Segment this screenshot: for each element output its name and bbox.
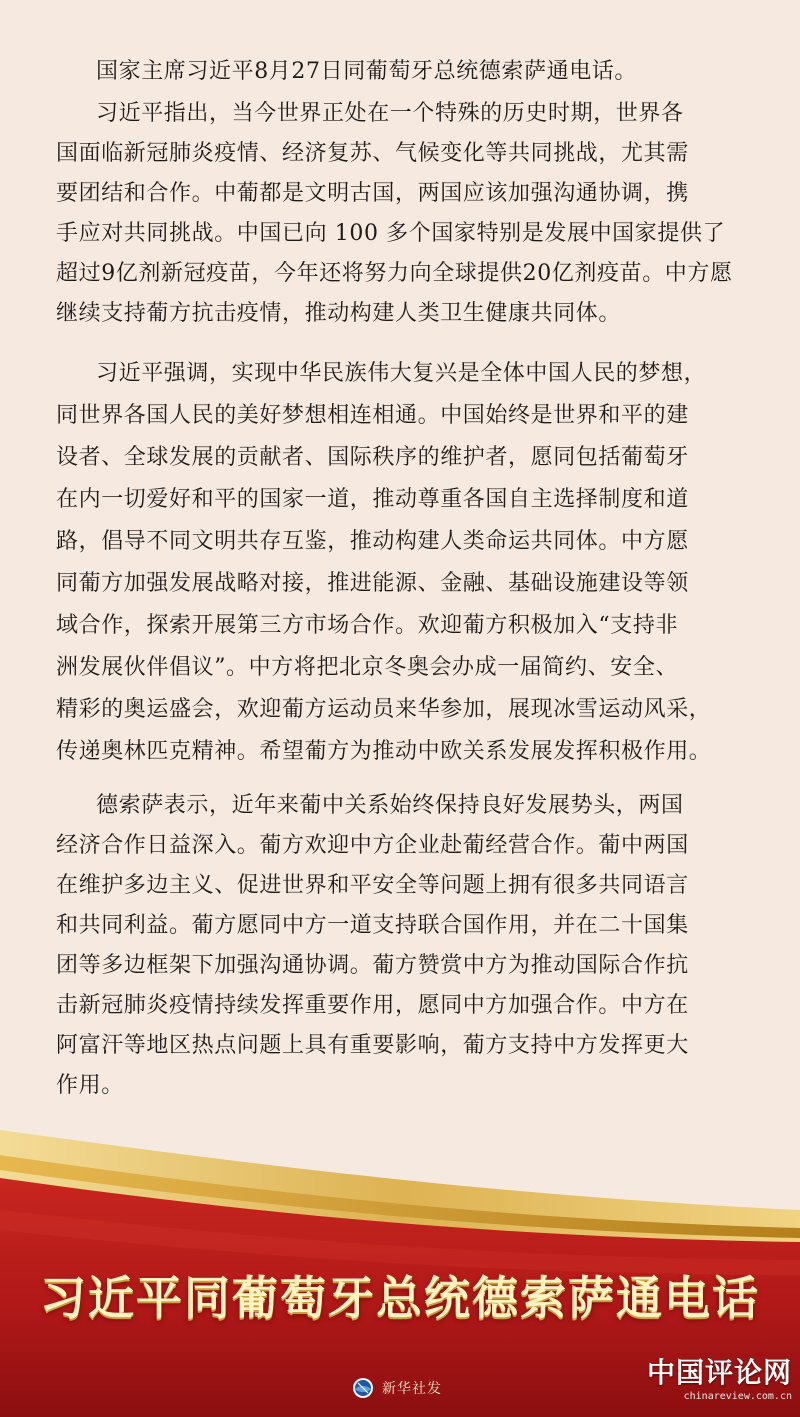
source-label: 新华社发 — [382, 1381, 442, 1397]
paragraph-line: 国家主席习近平8月27日同葡萄牙总统德索萨通电话。 — [96, 59, 637, 84]
source-credit — [352, 1376, 442, 1400]
paragraph-line: 团等多边框架下加强沟通协调。葡方赞赏中方为推动国际合作抗 — [56, 953, 689, 978]
paragraph-line: 同葡方加强发展战略对接，推进能源、金融、基础设施建设等领 — [56, 571, 689, 596]
paragraph-line: 习近平强调，实现中华民族伟大复兴是全体中国人民的梦想， — [96, 361, 707, 386]
paragraph-line: 传递奥林匹克精神。希望葡方为推动中欧关系发展发挥积极作用。 — [56, 739, 712, 764]
paragraph-line: 习近平指出，当今世界正处在一个特殊的历史时期，世界各 — [96, 101, 684, 126]
watermark-logo: 中国评论网 — [646, 1356, 792, 1389]
paragraph-line: 德索萨表示，近年来葡中关系始终保持良好发展势头，两国 — [96, 793, 684, 818]
paragraph-line: 击新冠肺炎疫情持续发挥重要作用，愿同中方加强合作。中方在 — [56, 993, 689, 1018]
paragraph-line: 在维护多边主义、促进世界和平安全等问题上拥有很多共同语言 — [56, 873, 689, 898]
paragraph-line: 设者、全球发展的贡献者、国际秩序的维护者，愿同包括葡萄牙 — [56, 445, 689, 470]
paragraph-line: 手应对共同挑战。中国已向 100 多个国家特别是发展中国家提供了 — [56, 221, 726, 246]
watermark-url: chinareview.com.cn — [683, 1391, 792, 1402]
paragraph-line: 路，倡导不同文明共存互鉴，推动构建人类命运共同体。中方愿 — [56, 529, 689, 554]
paragraph-line: 作用。 — [56, 1073, 124, 1098]
paragraph-line: 洲发展伙伴倡议”。中方将把北京冬奥会办成一届简约、安全、 — [56, 655, 679, 680]
paragraph-line: 继续支持葡方抗击疫情，推动构建人类卫生健康共同体。 — [56, 301, 622, 326]
paragraph-line: 国面临新冠肺炎疫情、经济复苏、气候变化等共同挑战，尤其需 — [56, 141, 689, 166]
paragraph-line: 在内一切爱好和平的国家一道，推动尊重各国自主选择制度和道 — [56, 487, 689, 512]
paragraph-line: 要团结和合作。中葡都是文明古国，两国应该加强沟通协调，携 — [56, 181, 689, 206]
paragraph-line: 同世界各国人民的美好梦想相连相通。中国始终是世界和平的建 — [56, 403, 689, 428]
site-watermark — [647, 1356, 792, 1404]
paragraph-line: 超过9亿剂新冠疫苗，今年还将努力向全球提供20亿剂疫苗。中方愿 — [56, 261, 733, 286]
banner-headline: 习近平同葡萄牙总统德索萨通电话 — [40, 1271, 760, 1325]
paragraph-line: 阿富汗等地区热点问题上具有重要影响，葡方支持中方发挥更大 — [56, 1033, 689, 1058]
paragraph-line: 域合作，探索开展第三方市场合作。欢迎葡方积极加入“支持非 — [56, 613, 679, 638]
paragraph-line: 和共同利益。葡方愿同中方一道支持联合国作用，并在二十国集 — [56, 913, 689, 938]
title-banner — [0, 1100, 800, 1417]
globe-logo-icon — [352, 1377, 374, 1399]
paragraph-line: 经济合作日益深入。葡方欢迎中方企业赴葡经营合作。葡中两国 — [56, 833, 689, 858]
paragraph-line: 精彩的奥运盛会，欢迎葡方运动员来华参加，展现冰雪运动风采， — [56, 697, 712, 722]
